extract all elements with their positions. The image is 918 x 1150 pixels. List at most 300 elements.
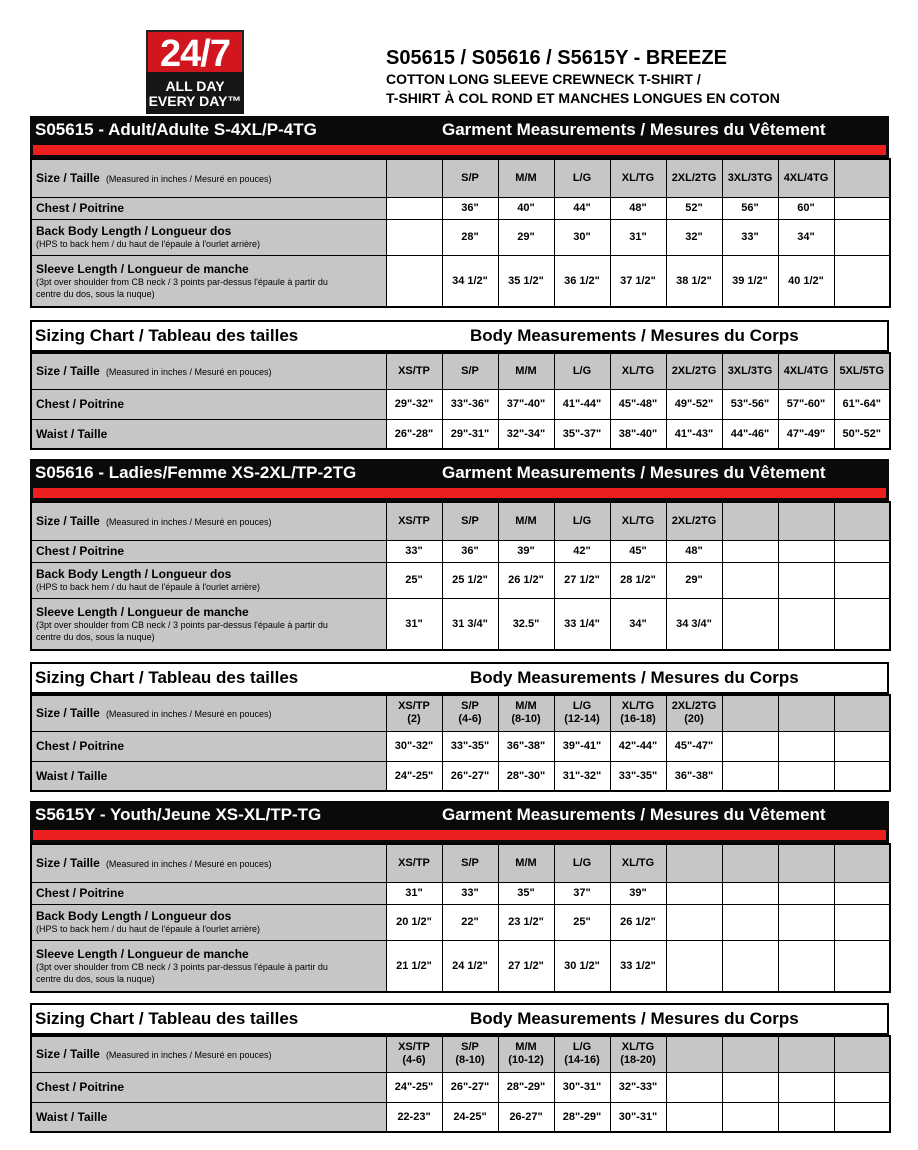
waist-value-cell: 24-25" [442, 1102, 498, 1132]
chest-value-cell: 36"-38" [498, 731, 554, 761]
body-measurements-heading: Body Measurements / Mesures du Corps [470, 668, 799, 687]
section-title-youth: S5615Y - Youth/Jeune XS-XL/TP-TG [35, 805, 322, 824]
product-description-fr: T-SHIRT À COL ROND ET MANCHES LONGUES EN COTON [386, 90, 780, 106]
row-back [31, 219, 890, 255]
sleeve-value-cell: 33 1/4" [554, 598, 610, 650]
back-length-label: Back Body Length / Longueur dos [36, 224, 232, 238]
row-label [31, 502, 386, 540]
size-cell: S/P [442, 844, 498, 882]
chest-value-cell [834, 731, 890, 761]
row-sleeve [31, 255, 890, 307]
chest-value-cell [666, 882, 722, 904]
row-label [31, 219, 386, 255]
ladies-garment-table [30, 501, 891, 651]
chest-label: Chest / Poitrine [36, 201, 125, 215]
back-value-cell [386, 219, 442, 255]
adult-body-table [30, 352, 891, 450]
size-label: Size / Taille [36, 1047, 100, 1062]
waist-value-cell: 26-27" [498, 1102, 554, 1132]
sizing-chart-heading: Sizing Chart / Tableau des tailles [35, 668, 299, 687]
back-value-cell [722, 562, 778, 598]
sleeve-value-cell: 21 1/2" [386, 940, 442, 992]
row-label [31, 844, 386, 882]
size-cell: XL/TG [610, 159, 666, 197]
size-label: Size / Taille [36, 856, 100, 871]
waist-value-cell [666, 1102, 722, 1132]
chest-value-cell: 33"-36" [442, 389, 498, 419]
row-label [31, 353, 386, 389]
ladies-body-table [30, 694, 891, 792]
chest-value-cell: 33" [442, 882, 498, 904]
size-range: (18-20) [620, 1054, 656, 1067]
size-cell [610, 1036, 666, 1072]
size-code: XS/TP [398, 1041, 430, 1054]
waist-value-cell: 32"-34" [498, 419, 554, 449]
size-cell: 4XL/4TG [778, 353, 834, 389]
size-range: (16-18) [620, 713, 656, 726]
size-code: M/M [515, 700, 537, 713]
sleeve-value-cell [666, 940, 722, 992]
chest-value-cell [722, 1072, 778, 1102]
chest-value-cell: 26"-27" [442, 1072, 498, 1102]
row-label [31, 904, 386, 940]
sleeve-value-cell: 36 1/2" [554, 255, 610, 307]
waist-value-cell [722, 1102, 778, 1132]
waist-value-cell [778, 1102, 834, 1132]
size-cell [722, 844, 778, 882]
back-value-cell: 34" [778, 219, 834, 255]
back-length-note: (HPS to back hem / du haut de l'épaule à l'ourlet arrière) [36, 924, 261, 934]
size-cell [666, 844, 722, 882]
sleeve-length-label: Sleeve Length / Longueur de manche [36, 604, 249, 619]
sleeve-value-cell: 40 1/2" [778, 255, 834, 307]
size-cell [610, 695, 666, 731]
sleeve-length-note: (3pt over shoulder from CB neck / 3 points par-dessus l'épaule à partir du [36, 961, 328, 972]
logo-line-1: ALL DAY [165, 78, 225, 94]
chest-value-cell: 39" [610, 882, 666, 904]
size-cell [834, 1036, 890, 1072]
sleeve-value-cell: 33 1/2" [610, 940, 666, 992]
chest-value-cell [778, 540, 834, 562]
document-header [386, 46, 906, 108]
size-code: XS/TP [398, 700, 430, 713]
sleeve-value-cell [722, 598, 778, 650]
size-range: (2) [407, 713, 421, 726]
row-label [31, 731, 386, 761]
size-label: Size / Taille [36, 514, 100, 529]
back-value-cell: 29" [666, 562, 722, 598]
sleeve-value-cell: 38 1/2" [666, 255, 722, 307]
section-header-ladies [30, 459, 889, 501]
sleeve-value-cell: 30 1/2" [554, 940, 610, 992]
row-label [31, 1102, 386, 1132]
waist-value-cell: 30"-31" [610, 1102, 666, 1132]
row-label [31, 1072, 386, 1102]
chest-value-cell [778, 1072, 834, 1102]
size-cell [498, 1036, 554, 1072]
chest-value-cell [834, 197, 890, 219]
size-cell [834, 695, 890, 731]
size-header-row [31, 159, 890, 197]
chest-value-cell [722, 540, 778, 562]
size-range: (10-12) [508, 1054, 544, 1067]
size-cell: 4XL/4TG [778, 159, 834, 197]
size-header-row [31, 353, 890, 389]
waist-value-cell: 47"-49" [778, 419, 834, 449]
row-chest [31, 1072, 890, 1102]
size-cell [834, 502, 890, 540]
size-code: S/P [461, 1041, 479, 1054]
sleeve-value-cell [834, 598, 890, 650]
size-code: S/P [461, 700, 479, 713]
back-value-cell: 23 1/2" [498, 904, 554, 940]
size-cell: L/G [554, 502, 610, 540]
size-label: Size / Taille [36, 706, 100, 721]
size-cell [666, 695, 722, 731]
sleeve-value-cell [722, 940, 778, 992]
row-chest [31, 540, 890, 562]
size-cell: XS/TP [386, 844, 442, 882]
chest-label: Chest / Poitrine [36, 1080, 125, 1094]
waist-label: Waist / Taille [36, 768, 108, 783]
size-cell [778, 844, 834, 882]
back-value-cell: 30" [554, 219, 610, 255]
sizing-chart-heading: Sizing Chart / Tableau des tailles [35, 326, 299, 345]
chest-value-cell: 45" [610, 540, 666, 562]
chest-label: Chest / Poitrine [36, 886, 125, 900]
size-cell [554, 1036, 610, 1072]
back-value-cell [778, 904, 834, 940]
back-value-cell: 22" [442, 904, 498, 940]
size-cell: S/P [442, 159, 498, 197]
waist-value-cell: 41"-43" [666, 419, 722, 449]
chest-value-cell: 42"-44" [610, 731, 666, 761]
sleeve-length-note-cont: centre du dos, sous la nuque) [36, 973, 155, 984]
chest-value-cell [834, 882, 890, 904]
row-label [31, 389, 386, 419]
size-cell: 3XL/3TG [722, 353, 778, 389]
size-cell [554, 695, 610, 731]
sleeve-value-cell: 39 1/2" [722, 255, 778, 307]
row-label [31, 540, 386, 562]
size-range: (8-10) [511, 713, 541, 726]
size-cell: L/G [554, 159, 610, 197]
row-label [31, 882, 386, 904]
size-range: (20) [684, 713, 704, 726]
size-cell [778, 502, 834, 540]
row-back [31, 562, 890, 598]
size-cell [442, 695, 498, 731]
back-value-cell [666, 904, 722, 940]
chest-value-cell: 35" [498, 882, 554, 904]
sleeve-length-label: Sleeve Length / Longueur de manche [36, 946, 249, 961]
size-range: (4-6) [458, 713, 482, 726]
size-range: (12-14) [564, 713, 600, 726]
waist-value-cell [722, 761, 778, 791]
sleeve-value-cell [834, 940, 890, 992]
chest-value-cell: 36" [442, 197, 498, 219]
size-code: XL/TG [621, 1041, 655, 1054]
waist-value-cell: 35"-37" [554, 419, 610, 449]
size-cell: XL/TG [610, 844, 666, 882]
waist-value-cell: 36"-38" [666, 761, 722, 791]
back-length-label: Back Body Length / Longueur dos [36, 567, 232, 581]
back-length-note: (HPS to back hem / du haut de l'épaule à l'ourlet arrière) [36, 582, 261, 592]
back-value-cell: 25" [386, 562, 442, 598]
garment-measurements-heading: Garment Measurements / Mesures du Vêtement [442, 463, 826, 482]
sleeve-value-cell: 37 1/2" [610, 255, 666, 307]
size-cell: L/G [554, 353, 610, 389]
size-note: (Measured in inches / Mesuré en pouces) [105, 517, 272, 528]
size-cell: M/M [498, 844, 554, 882]
size-note: (Measured in inches / Mesuré en pouces) [105, 367, 272, 378]
chest-value-cell: 39"-41" [554, 731, 610, 761]
row-label [31, 419, 386, 449]
chest-value-cell: 61"-64" [834, 389, 890, 419]
size-cell: 2XL/2TG [666, 353, 722, 389]
size-cell [386, 695, 442, 731]
row-sleeve [31, 940, 890, 992]
chest-value-cell [666, 1072, 722, 1102]
sizing-chart-bar-ladies [30, 662, 889, 694]
size-cell: XL/TG [610, 502, 666, 540]
waist-label: Waist / Taille [36, 1109, 108, 1124]
red-stripe [33, 830, 886, 840]
body-measurements-heading: Body Measurements / Mesures du Corps [470, 1009, 799, 1028]
back-value-cell: 25 1/2" [442, 562, 498, 598]
back-value-cell [778, 562, 834, 598]
youth-body-table [30, 1035, 891, 1133]
size-cell: XS/TP [386, 502, 442, 540]
size-cell: L/G [554, 844, 610, 882]
back-value-cell: 31" [610, 219, 666, 255]
size-code: L/G [572, 1041, 592, 1054]
sleeve-value-cell: 34" [610, 598, 666, 650]
size-cell [834, 159, 890, 197]
waist-value-cell: 26"-27" [442, 761, 498, 791]
back-value-cell: 20 1/2" [386, 904, 442, 940]
body-measurements-heading: Body Measurements / Mesures du Corps [470, 326, 799, 345]
chest-value-cell: 39" [498, 540, 554, 562]
sleeve-length-note: (3pt over shoulder from CB neck / 3 points par-dessus l'épaule à partir du [36, 619, 328, 630]
sleeve-value-cell [834, 255, 890, 307]
chest-value-cell [778, 882, 834, 904]
waist-value-cell: 24"-25" [386, 761, 442, 791]
chest-value-cell: 57"-60" [778, 389, 834, 419]
waist-value-cell: 44"-46" [722, 419, 778, 449]
chest-value-cell: 44" [554, 197, 610, 219]
waist-value-cell: 28"-30" [498, 761, 554, 791]
row-chest [31, 882, 890, 904]
size-cell: 2XL/2TG [666, 159, 722, 197]
back-value-cell: 32" [666, 219, 722, 255]
chest-value-cell: 33" [386, 540, 442, 562]
chest-value-cell: 37" [554, 882, 610, 904]
size-cell: M/M [498, 502, 554, 540]
waist-value-cell: 22-23" [386, 1102, 442, 1132]
row-label [31, 562, 386, 598]
size-cell [778, 1036, 834, 1072]
size-note: (Measured in inches / Mesuré en pouces) [105, 859, 272, 870]
row-chest [31, 197, 890, 219]
row-label [31, 255, 386, 307]
size-note: (Measured in inches / Mesuré en pouces) [105, 174, 272, 185]
chest-value-cell: 48" [610, 197, 666, 219]
sleeve-value-cell: 32.5" [498, 598, 554, 650]
size-cell [386, 1036, 442, 1072]
back-value-cell: 26 1/2" [498, 562, 554, 598]
chest-value-cell: 60" [778, 197, 834, 219]
waist-value-cell: 31"-32" [554, 761, 610, 791]
garment-measurements-heading: Garment Measurements / Mesures du Vêtement [442, 805, 826, 824]
size-cell [722, 502, 778, 540]
back-value-cell: 27 1/2" [554, 562, 610, 598]
red-stripe [33, 145, 886, 155]
sleeve-length-note: (3pt over shoulder from CB neck / 3 points par-dessus l'épaule à partir du [36, 276, 328, 287]
row-sleeve [31, 598, 890, 650]
section-header-youth [30, 801, 889, 843]
size-cell: XL/TG [610, 353, 666, 389]
size-cell: M/M [498, 353, 554, 389]
size-label: Size / Taille [36, 171, 100, 186]
section-title-adult: S05615 - Adult/Adulte S-4XL/P-4TG [35, 120, 317, 139]
chest-value-cell: 48" [666, 540, 722, 562]
chest-value-cell [722, 731, 778, 761]
back-value-cell [722, 904, 778, 940]
sleeve-value-cell [386, 255, 442, 307]
sizing-chart-bar-adult [30, 320, 889, 352]
row-label [31, 159, 386, 197]
section-header-adult [30, 116, 889, 158]
sleeve-value-cell: 34 3/4" [666, 598, 722, 650]
back-length-label: Back Body Length / Longueur dos [36, 909, 232, 923]
size-note: (Measured in inches / Mesuré en pouces) [105, 1050, 272, 1061]
sizing-chart-bar-youth [30, 1003, 889, 1035]
row-waist [31, 1102, 890, 1132]
back-value-cell [834, 219, 890, 255]
chest-value-cell: 40" [498, 197, 554, 219]
size-cell [722, 695, 778, 731]
chest-value-cell: 41"-44" [554, 389, 610, 419]
back-value-cell: 28 1/2" [610, 562, 666, 598]
size-cell: M/M [498, 159, 554, 197]
row-chest [31, 731, 890, 761]
size-range: (14-16) [564, 1054, 600, 1067]
row-label [31, 695, 386, 731]
size-header-row [31, 1036, 890, 1072]
chest-value-cell: 45"-48" [610, 389, 666, 419]
chest-value-cell: 45"-47" [666, 731, 722, 761]
sleeve-value-cell: 35 1/2" [498, 255, 554, 307]
chest-value-cell: 56" [722, 197, 778, 219]
size-cell: 5XL/5TG [834, 353, 890, 389]
size-cell: XS/TP [386, 353, 442, 389]
chest-value-cell: 28"-29" [498, 1072, 554, 1102]
row-waist [31, 761, 890, 791]
back-value-cell [834, 904, 890, 940]
chest-value-cell: 52" [666, 197, 722, 219]
garment-measurements-heading: Garment Measurements / Mesures du Vêtement [442, 120, 826, 139]
row-label [31, 761, 386, 791]
waist-label: Waist / Taille [36, 426, 108, 441]
chest-value-cell: 37"-40" [498, 389, 554, 419]
chest-label: Chest / Poitrine [36, 544, 125, 558]
size-header-row [31, 695, 890, 731]
chest-value-cell: 30"-32" [386, 731, 442, 761]
logo-line-2: EVERY DAY™ [148, 93, 242, 109]
chest-value-cell: 31" [386, 882, 442, 904]
chest-label: Chest / Poitrine [36, 739, 125, 753]
back-value-cell: 29" [498, 219, 554, 255]
logo-tagline [146, 72, 244, 114]
back-value-cell: 33" [722, 219, 778, 255]
youth-garment-table [30, 843, 891, 993]
sizing-chart-heading: Sizing Chart / Tableau des tailles [35, 1009, 299, 1028]
chest-value-cell: 42" [554, 540, 610, 562]
size-cell: S/P [442, 502, 498, 540]
chest-value-cell: 33"-35" [442, 731, 498, 761]
waist-value-cell: 38"-40" [610, 419, 666, 449]
sleeve-length-note-cont: centre du dos, sous la nuque) [36, 631, 155, 642]
size-cell [722, 1036, 778, 1072]
back-value-cell: 26 1/2" [610, 904, 666, 940]
chest-value-cell [386, 197, 442, 219]
sleeve-value-cell: 31 3/4" [442, 598, 498, 650]
sleeve-length-label: Sleeve Length / Longueur de manche [36, 261, 249, 276]
size-cell [778, 695, 834, 731]
chest-value-cell: 49"-52" [666, 389, 722, 419]
waist-value-cell: 28"-29" [554, 1102, 610, 1132]
section-title-ladies: S05616 - Ladies/Femme XS-2XL/TP-2TG [35, 463, 357, 482]
sleeve-value-cell: 24 1/2" [442, 940, 498, 992]
back-value-cell: 25" [554, 904, 610, 940]
row-label [31, 598, 386, 650]
size-cell [498, 695, 554, 731]
adult-garment-table [30, 158, 891, 308]
chest-value-cell [722, 882, 778, 904]
row-label [31, 940, 386, 992]
waist-value-cell [778, 761, 834, 791]
row-back [31, 904, 890, 940]
size-code: XL/TG [621, 700, 655, 713]
product-title: S05615 / S05616 / S5615Y - BREEZE [386, 47, 727, 69]
back-value-cell: 28" [442, 219, 498, 255]
chest-value-cell: 32"-33" [610, 1072, 666, 1102]
waist-value-cell [834, 1102, 890, 1132]
chest-value-cell: 30"-31" [554, 1072, 610, 1102]
size-cell: 2XL/2TG [666, 502, 722, 540]
chest-value-cell: 24"-25" [386, 1072, 442, 1102]
sleeve-length-note-cont: centre du dos, sous la nuque) [36, 288, 155, 299]
size-cell: S/P [442, 353, 498, 389]
back-value-cell [834, 562, 890, 598]
sleeve-value-cell: 27 1/2" [498, 940, 554, 992]
size-code: M/M [515, 1041, 537, 1054]
logo-247: 24/7 [146, 30, 244, 72]
size-cell [666, 1036, 722, 1072]
row-label [31, 197, 386, 219]
waist-value-cell: 50"-52" [834, 419, 890, 449]
size-cell [442, 1036, 498, 1072]
sleeve-value-cell: 31" [386, 598, 442, 650]
row-chest [31, 389, 890, 419]
size-code: 2XL/2TG [671, 700, 717, 713]
size-code: L/G [572, 700, 592, 713]
waist-value-cell [834, 761, 890, 791]
chest-value-cell: 53"-56" [722, 389, 778, 419]
red-stripe [33, 488, 886, 498]
row-waist [31, 419, 890, 449]
